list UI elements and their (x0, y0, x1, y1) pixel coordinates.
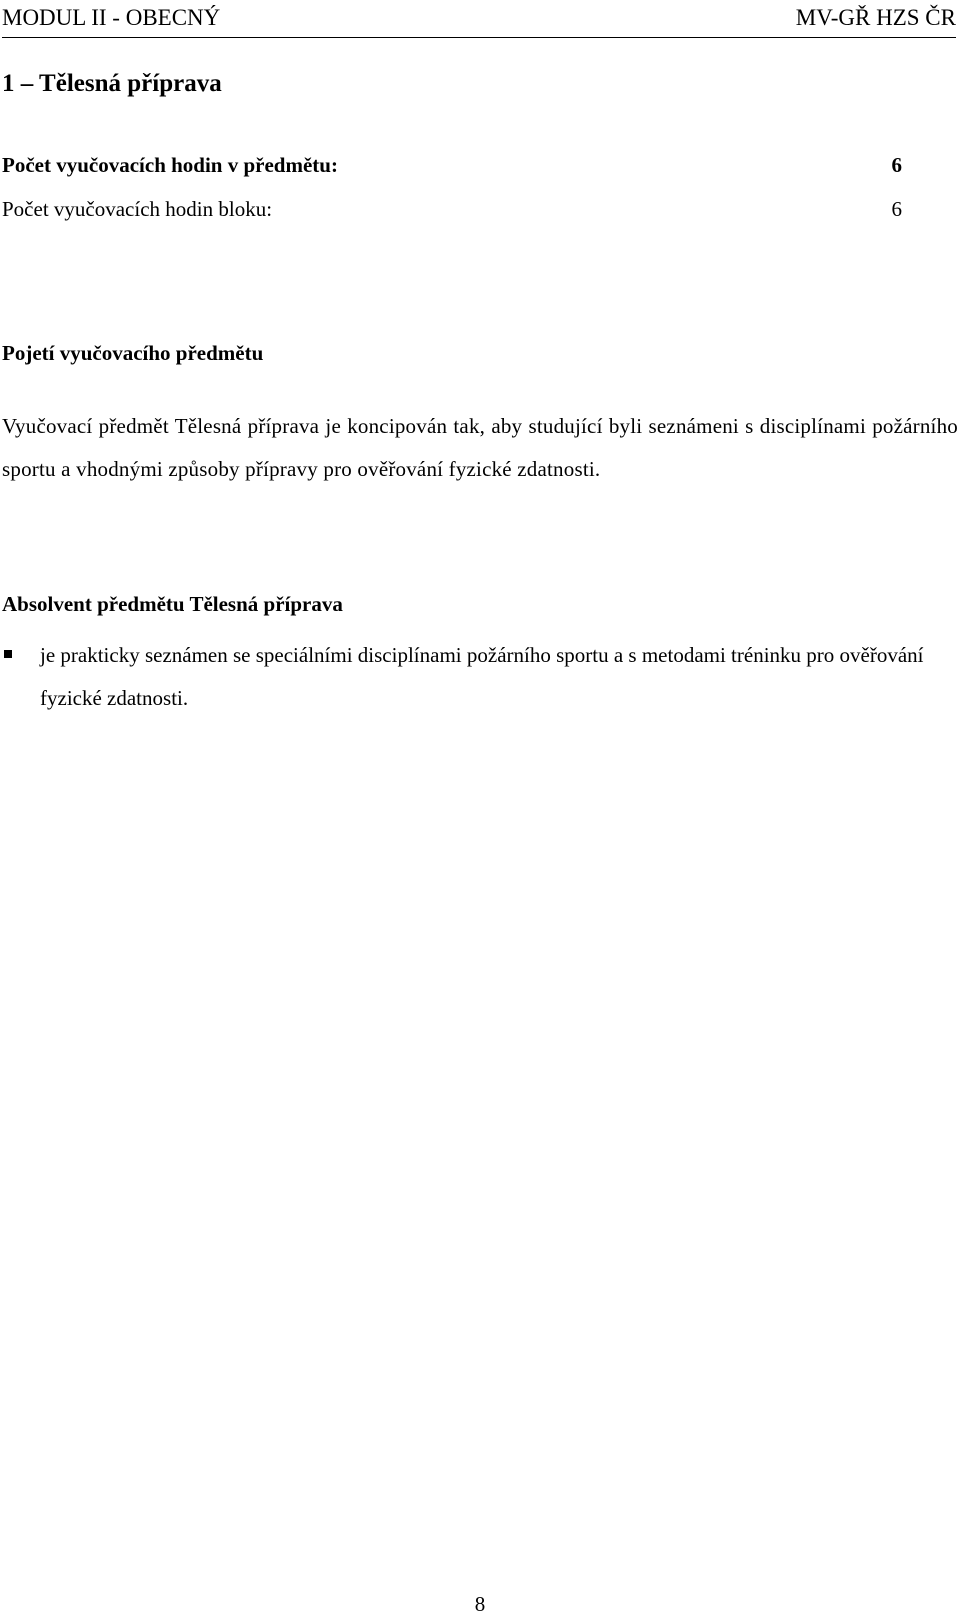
header-module-name: MODUL II - OBECNÝ (2, 5, 221, 30)
concept-heading: Pojetí vyučovacího předmětu (2, 341, 264, 365)
concept-paragraph: Vyučovací předmět Tělesná příprava je koncipován tak, aby studující byli seznámeni s disciplínami požárního sportu a vhodnými způsoby přípravy pro ověřování fyzické zdatnosti. (2, 414, 958, 481)
page-number: 8 (474, 1592, 486, 1616)
subject-hours-value: 6 (891, 153, 902, 177)
square-bullet-icon (4, 650, 12, 658)
block-hours-label: Počet vyučovacích hodin bloku: (2, 197, 273, 221)
list-item-text: je prakticky seznámen se speciálními disciplínami požárního sportu a s metodami tréninku pro ověřování fyzické zdatnosti. (40, 643, 924, 710)
outcome-list (2, 634, 958, 720)
list-item (2, 634, 958, 720)
subject-hours-label: Počet vyučovacích hodin v předmětu: (2, 153, 338, 177)
block-hours-value: 6 (891, 197, 902, 221)
header-organization: MV-GŘ HZS ČR (795, 5, 956, 30)
chapter-title: 1 – Tělesná příprava (2, 70, 222, 97)
header-divider (2, 37, 956, 38)
graduate-heading: Absolvent předmětu Tělesná příprava (2, 592, 343, 616)
